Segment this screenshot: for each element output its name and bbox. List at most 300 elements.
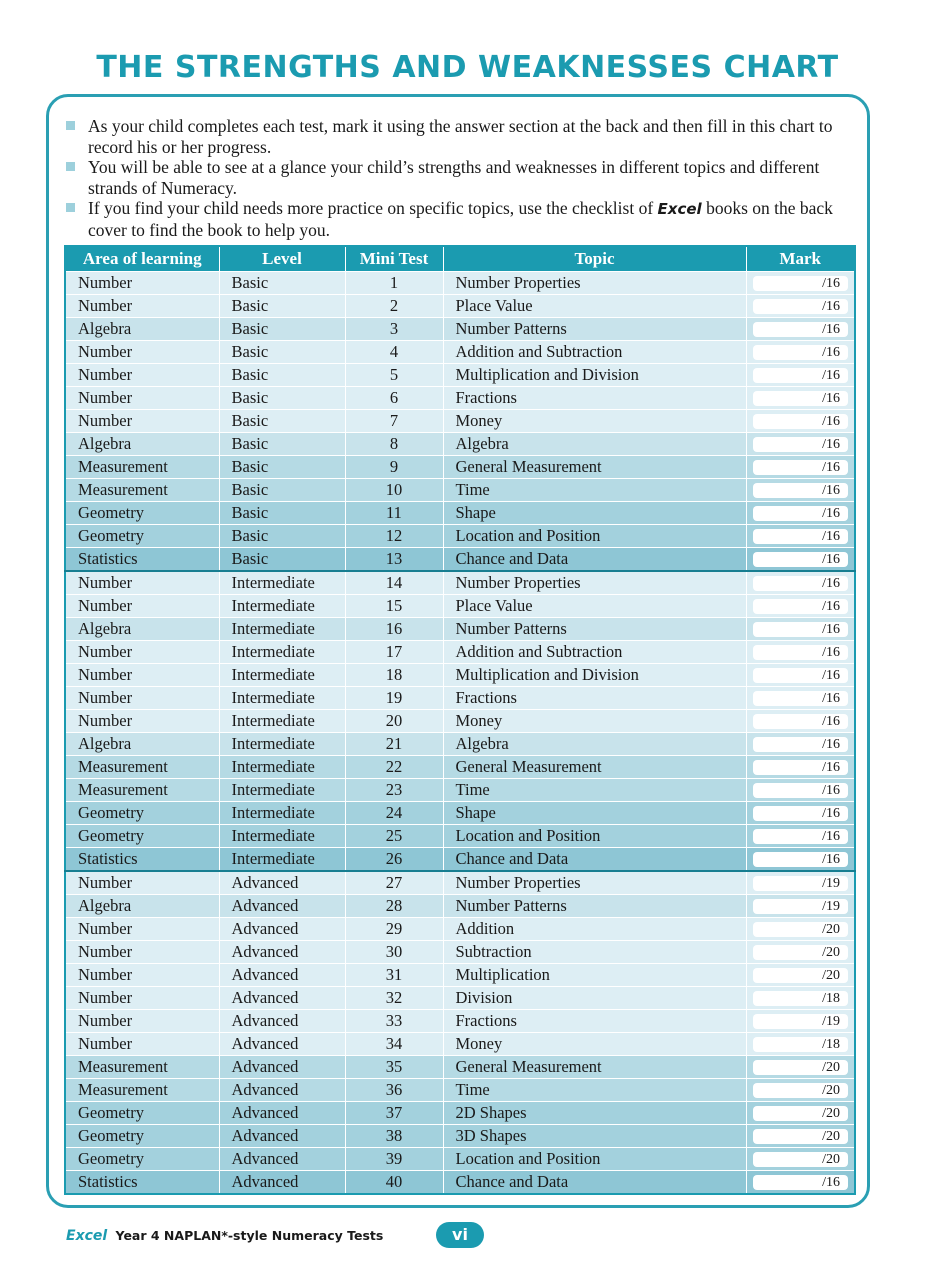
- topic-cell: Place Value: [443, 595, 746, 618]
- table-row: [65, 1148, 855, 1171]
- level-cell: Basic: [219, 318, 345, 341]
- column-header: Area of learning: [65, 246, 219, 272]
- area-cell: Statistics: [65, 848, 219, 872]
- mark-input-box[interactable]: /20: [753, 1129, 849, 1144]
- area-cell: Measurement: [65, 1056, 219, 1079]
- table-row: [65, 802, 855, 825]
- table-row: [65, 1056, 855, 1079]
- level-cell: Advanced: [219, 1102, 345, 1125]
- instructions: [64, 116, 864, 240]
- level-cell: Advanced: [219, 964, 345, 987]
- mark-cell: [746, 387, 855, 410]
- mark-cell: [746, 848, 855, 872]
- topic-cell: Money: [443, 710, 746, 733]
- mark-cell: [746, 548, 855, 572]
- mark-input-box[interactable]: /16: [753, 622, 849, 637]
- mark-input-box[interactable]: /18: [753, 991, 849, 1006]
- topic-cell: Division: [443, 987, 746, 1010]
- mark-cell: [746, 825, 855, 848]
- table-row: [65, 710, 855, 733]
- level-cell: Intermediate: [219, 595, 345, 618]
- mark-cell: [746, 1079, 855, 1102]
- area-cell: Number: [65, 918, 219, 941]
- mark-input-box[interactable]: /16: [753, 737, 849, 752]
- area-cell: Statistics: [65, 1171, 219, 1195]
- table-row: [65, 987, 855, 1010]
- level-cell: Basic: [219, 295, 345, 318]
- area-cell: Measurement: [65, 456, 219, 479]
- topic-cell: Subtraction: [443, 941, 746, 964]
- mini-test-cell: 10: [345, 479, 443, 502]
- mini-test-cell: 16: [345, 618, 443, 641]
- level-cell: Intermediate: [219, 687, 345, 710]
- mark-input-box[interactable]: /16: [753, 806, 849, 821]
- table-row: [65, 433, 855, 456]
- area-cell: Number: [65, 710, 219, 733]
- mark-cell: [746, 525, 855, 548]
- table-row: [65, 825, 855, 848]
- square-bullet-icon: [66, 121, 75, 130]
- table-row: [65, 341, 855, 364]
- mini-test-cell: 29: [345, 918, 443, 941]
- topic-cell: Money: [443, 410, 746, 433]
- area-cell: Number: [65, 410, 219, 433]
- topic-cell: Place Value: [443, 295, 746, 318]
- mini-test-cell: 21: [345, 733, 443, 756]
- mark-input-box[interactable]: /16: [753, 414, 849, 429]
- mark-input-box[interactable]: /20: [753, 968, 849, 983]
- level-cell: Advanced: [219, 918, 345, 941]
- topic-cell: Location and Position: [443, 1148, 746, 1171]
- table-row: [65, 525, 855, 548]
- level-cell: Intermediate: [219, 733, 345, 756]
- mini-test-cell: 40: [345, 1171, 443, 1195]
- table-row: [65, 848, 855, 872]
- mark-input-box[interactable]: /20: [753, 1106, 849, 1121]
- mark-cell: [746, 895, 855, 918]
- square-bullet-icon: [66, 203, 75, 212]
- instruction-item: [64, 116, 864, 157]
- area-cell: Number: [65, 1010, 219, 1033]
- topic-cell: 2D Shapes: [443, 1102, 746, 1125]
- column-header: Mark: [746, 246, 855, 272]
- instruction-text: books on the back cover to find the book to help you.: [88, 198, 833, 240]
- table-body: [65, 272, 855, 1195]
- mark-input-box[interactable]: /16: [753, 345, 849, 360]
- mini-test-cell: 31: [345, 964, 443, 987]
- level-cell: Intermediate: [219, 756, 345, 779]
- level-cell: Basic: [219, 272, 345, 295]
- mark-input-box[interactable]: /16: [753, 299, 849, 314]
- area-cell: Number: [65, 1033, 219, 1056]
- level-cell: Basic: [219, 456, 345, 479]
- area-cell: Algebra: [65, 318, 219, 341]
- area-cell: Algebra: [65, 433, 219, 456]
- mark-cell: [746, 1056, 855, 1079]
- mark-cell: [746, 664, 855, 687]
- table-row: [65, 571, 855, 595]
- column-header: Level: [219, 246, 345, 272]
- mark-cell: [746, 318, 855, 341]
- mark-cell: [746, 595, 855, 618]
- table-row: [65, 548, 855, 572]
- table-row: [65, 502, 855, 525]
- topic-cell: 3D Shapes: [443, 1125, 746, 1148]
- table-row: [65, 687, 855, 710]
- topic-cell: Addition and Subtraction: [443, 641, 746, 664]
- progress-table: [64, 245, 856, 1195]
- mark-cell: [746, 641, 855, 664]
- mini-test-cell: 18: [345, 664, 443, 687]
- mark-input-box[interactable]: /20: [753, 945, 849, 960]
- mark-cell: [746, 295, 855, 318]
- level-cell: Advanced: [219, 987, 345, 1010]
- topic-cell: Multiplication and Division: [443, 664, 746, 687]
- area-cell: Geometry: [65, 1125, 219, 1148]
- area-cell: Statistics: [65, 548, 219, 572]
- area-cell: Geometry: [65, 1102, 219, 1125]
- mini-test-cell: 17: [345, 641, 443, 664]
- mark-input-box[interactable]: /16: [753, 852, 849, 867]
- mini-test-cell: 7: [345, 410, 443, 433]
- table-row: [65, 1079, 855, 1102]
- mini-test-cell: 9: [345, 456, 443, 479]
- area-cell: Algebra: [65, 618, 219, 641]
- mark-input-box[interactable]: /18: [753, 1037, 849, 1052]
- page-number: vi: [436, 1222, 484, 1248]
- mark-input-box[interactable]: /16: [753, 276, 849, 291]
- column-header: Topic: [443, 246, 746, 272]
- mini-test-cell: 19: [345, 687, 443, 710]
- level-cell: Intermediate: [219, 571, 345, 595]
- level-cell: Basic: [219, 479, 345, 502]
- mark-input-box[interactable]: /16: [753, 668, 849, 683]
- topic-cell: Chance and Data: [443, 548, 746, 572]
- level-cell: Advanced: [219, 1056, 345, 1079]
- instruction-text: You will be able to see at a glance your child’s strengths and weaknesses in different topics and different strands of Numeracy.: [88, 157, 820, 198]
- area-cell: Number: [65, 941, 219, 964]
- mark-cell: [746, 1010, 855, 1033]
- area-cell: Geometry: [65, 1148, 219, 1171]
- area-cell: Number: [65, 641, 219, 664]
- mark-cell: [746, 618, 855, 641]
- mini-test-cell: 3: [345, 318, 443, 341]
- topic-cell: Number Patterns: [443, 895, 746, 918]
- level-cell: Basic: [219, 433, 345, 456]
- table-row: [65, 664, 855, 687]
- level-cell: Basic: [219, 525, 345, 548]
- level-cell: Advanced: [219, 895, 345, 918]
- mark-input-box[interactable]: /16: [753, 437, 849, 452]
- topic-cell: Number Properties: [443, 871, 746, 895]
- level-cell: Basic: [219, 410, 345, 433]
- footer-brand: Excel: [66, 1228, 108, 1244]
- mini-test-cell: 24: [345, 802, 443, 825]
- level-cell: Intermediate: [219, 710, 345, 733]
- area-cell: Number: [65, 987, 219, 1010]
- mini-test-cell: 34: [345, 1033, 443, 1056]
- mark-input-box[interactable]: /16: [753, 529, 849, 544]
- area-cell: Number: [65, 871, 219, 895]
- area-cell: Measurement: [65, 1079, 219, 1102]
- topic-cell: Shape: [443, 802, 746, 825]
- mark-cell: [746, 1033, 855, 1056]
- topic-cell: Time: [443, 1079, 746, 1102]
- area-cell: Number: [65, 364, 219, 387]
- table-row: [65, 641, 855, 664]
- topic-cell: Fractions: [443, 687, 746, 710]
- footer: [66, 1228, 383, 1244]
- mini-test-cell: 38: [345, 1125, 443, 1148]
- topic-cell: Chance and Data: [443, 1171, 746, 1195]
- mini-test-cell: 32: [345, 987, 443, 1010]
- mark-input-box[interactable]: /16: [753, 322, 849, 337]
- table-row: [65, 1171, 855, 1195]
- topic-cell: Shape: [443, 502, 746, 525]
- mini-test-cell: 12: [345, 525, 443, 548]
- topic-cell: General Measurement: [443, 756, 746, 779]
- mini-test-cell: 2: [345, 295, 443, 318]
- level-cell: Intermediate: [219, 825, 345, 848]
- mark-input-box[interactable]: /19: [753, 899, 849, 914]
- mark-input-box[interactable]: /20: [753, 1152, 849, 1167]
- page-title: THE STRENGTHS AND WEAKNESSES CHART: [96, 50, 839, 85]
- topic-cell: Number Patterns: [443, 318, 746, 341]
- level-cell: Advanced: [219, 1033, 345, 1056]
- mark-input-box[interactable]: /16: [753, 760, 849, 775]
- table-row: [65, 779, 855, 802]
- mark-cell: [746, 964, 855, 987]
- mark-input-box[interactable]: /16: [753, 460, 849, 475]
- mark-input-box[interactable]: /16: [753, 691, 849, 706]
- table-row: [65, 1033, 855, 1056]
- area-cell: Measurement: [65, 756, 219, 779]
- mark-cell: [746, 1171, 855, 1195]
- mark-cell: [746, 456, 855, 479]
- mini-test-cell: 20: [345, 710, 443, 733]
- topic-cell: Time: [443, 479, 746, 502]
- area-cell: Number: [65, 595, 219, 618]
- mark-input-box[interactable]: /16: [753, 391, 849, 406]
- mark-input-box[interactable]: /16: [753, 506, 849, 521]
- area-cell: Number: [65, 272, 219, 295]
- table-row: [65, 595, 855, 618]
- mark-cell: [746, 410, 855, 433]
- mark-cell: [746, 571, 855, 595]
- level-cell: Basic: [219, 502, 345, 525]
- square-bullet-icon: [66, 162, 75, 171]
- table-row: [65, 1125, 855, 1148]
- topic-cell: Location and Position: [443, 525, 746, 548]
- topic-cell: Multiplication and Division: [443, 364, 746, 387]
- table-row: [65, 318, 855, 341]
- footer-text: Year 4 NAPLAN*-style Numeracy Tests: [115, 1228, 384, 1243]
- mini-test-cell: 1: [345, 272, 443, 295]
- mark-input-box[interactable]: /16: [753, 829, 849, 844]
- mark-cell: [746, 756, 855, 779]
- area-cell: Geometry: [65, 525, 219, 548]
- mark-cell: [746, 364, 855, 387]
- level-cell: Basic: [219, 387, 345, 410]
- area-cell: Number: [65, 295, 219, 318]
- area-cell: Number: [65, 664, 219, 687]
- table-header-row: [65, 246, 855, 272]
- mark-input-box[interactable]: /20: [753, 922, 849, 937]
- mark-cell: [746, 687, 855, 710]
- mark-input-box[interactable]: /16: [753, 576, 849, 591]
- table-row: [65, 733, 855, 756]
- level-cell: Advanced: [219, 1171, 345, 1195]
- mini-test-cell: 13: [345, 548, 443, 572]
- area-cell: Geometry: [65, 825, 219, 848]
- mark-input-box[interactable]: /16: [753, 599, 849, 614]
- area-cell: Number: [65, 964, 219, 987]
- mark-input-box[interactable]: /16: [753, 552, 849, 567]
- instruction-text: If you find your child needs more practice on specific topics, use the checklist of: [88, 198, 654, 218]
- topic-cell: Algebra: [443, 733, 746, 756]
- mark-cell: [746, 802, 855, 825]
- area-cell: Algebra: [65, 895, 219, 918]
- table-row: [65, 1010, 855, 1033]
- mark-cell: [746, 779, 855, 802]
- mark-input-box[interactable]: /19: [753, 876, 849, 891]
- mini-test-cell: 37: [345, 1102, 443, 1125]
- mark-cell: [746, 941, 855, 964]
- level-cell: Intermediate: [219, 848, 345, 872]
- topic-cell: Addition and Subtraction: [443, 341, 746, 364]
- mini-test-cell: 30: [345, 941, 443, 964]
- level-cell: Intermediate: [219, 618, 345, 641]
- mini-test-cell: 8: [345, 433, 443, 456]
- level-cell: Advanced: [219, 941, 345, 964]
- table-row: [65, 895, 855, 918]
- topic-cell: Addition: [443, 918, 746, 941]
- table-row: [65, 387, 855, 410]
- mini-test-cell: 4: [345, 341, 443, 364]
- level-cell: Basic: [219, 341, 345, 364]
- mark-cell: [746, 272, 855, 295]
- area-cell: Number: [65, 341, 219, 364]
- area-cell: Geometry: [65, 802, 219, 825]
- table-row: [65, 295, 855, 318]
- mini-test-cell: 6: [345, 387, 443, 410]
- mark-cell: [746, 502, 855, 525]
- area-cell: Geometry: [65, 502, 219, 525]
- mini-test-cell: 28: [345, 895, 443, 918]
- mark-cell: [746, 1148, 855, 1171]
- mini-test-cell: 23: [345, 779, 443, 802]
- mark-cell: [746, 1125, 855, 1148]
- column-header: Mini Test: [345, 246, 443, 272]
- mini-test-cell: 39: [345, 1148, 443, 1171]
- table-row: [65, 272, 855, 295]
- table-row: [65, 871, 855, 895]
- mark-input-box[interactable]: /20: [753, 1083, 849, 1098]
- area-cell: Measurement: [65, 479, 219, 502]
- level-cell: Basic: [219, 548, 345, 572]
- mark-cell: [746, 433, 855, 456]
- level-cell: Advanced: [219, 1079, 345, 1102]
- topic-cell: Multiplication: [443, 964, 746, 987]
- mark-cell: [746, 987, 855, 1010]
- level-cell: Intermediate: [219, 641, 345, 664]
- mark-cell: [746, 479, 855, 502]
- topic-cell: Location and Position: [443, 825, 746, 848]
- table-row: [65, 918, 855, 941]
- mark-cell: [746, 871, 855, 895]
- level-cell: Intermediate: [219, 664, 345, 687]
- topic-cell: Number Properties: [443, 272, 746, 295]
- table-row: [65, 1102, 855, 1125]
- mini-test-cell: 14: [345, 571, 443, 595]
- mark-input-box[interactable]: /16: [753, 783, 849, 798]
- table-row: [65, 941, 855, 964]
- table-row: [65, 456, 855, 479]
- mark-cell: [746, 710, 855, 733]
- table-row: [65, 479, 855, 502]
- level-cell: Basic: [219, 364, 345, 387]
- topic-cell: Number Properties: [443, 571, 746, 595]
- topic-cell: Fractions: [443, 1010, 746, 1033]
- topic-cell: Money: [443, 1033, 746, 1056]
- mini-test-cell: 15: [345, 595, 443, 618]
- level-cell: Advanced: [219, 871, 345, 895]
- area-cell: Number: [65, 387, 219, 410]
- brand-name: Excel: [657, 200, 702, 218]
- mini-test-cell: 36: [345, 1079, 443, 1102]
- mark-input-box[interactable]: /19: [753, 1014, 849, 1029]
- mark-input-box[interactable]: /16: [753, 714, 849, 729]
- mark-cell: [746, 1102, 855, 1125]
- area-cell: Number: [65, 571, 219, 595]
- mini-test-cell: 22: [345, 756, 443, 779]
- mini-test-cell: 35: [345, 1056, 443, 1079]
- area-cell: Number: [65, 687, 219, 710]
- level-cell: Intermediate: [219, 779, 345, 802]
- mini-test-cell: 33: [345, 1010, 443, 1033]
- instruction-item: [64, 198, 864, 240]
- area-cell: Algebra: [65, 733, 219, 756]
- mark-input-box[interactable]: /16: [753, 1175, 849, 1190]
- instruction-item: [64, 157, 864, 198]
- table-row: [65, 364, 855, 387]
- topic-cell: Fractions: [443, 387, 746, 410]
- mark-input-box[interactable]: /16: [753, 368, 849, 383]
- mini-test-cell: 26: [345, 848, 443, 872]
- topic-cell: Chance and Data: [443, 848, 746, 872]
- mark-input-box[interactable]: /16: [753, 483, 849, 498]
- mark-input-box[interactable]: /16: [753, 645, 849, 660]
- level-cell: Intermediate: [219, 802, 345, 825]
- level-cell: Advanced: [219, 1148, 345, 1171]
- mini-test-cell: 11: [345, 502, 443, 525]
- table-row: [65, 964, 855, 987]
- area-cell: Measurement: [65, 779, 219, 802]
- mark-input-box[interactable]: /20: [753, 1060, 849, 1075]
- mark-cell: [746, 341, 855, 364]
- mini-test-cell: 25: [345, 825, 443, 848]
- level-cell: Advanced: [219, 1125, 345, 1148]
- table-row: [65, 410, 855, 433]
- topic-cell: Number Patterns: [443, 618, 746, 641]
- topic-cell: General Measurement: [443, 1056, 746, 1079]
- topic-cell: General Measurement: [443, 456, 746, 479]
- table-row: [65, 756, 855, 779]
- mark-cell: [746, 733, 855, 756]
- mini-test-cell: 27: [345, 871, 443, 895]
- topic-cell: Algebra: [443, 433, 746, 456]
- table-row: [65, 618, 855, 641]
